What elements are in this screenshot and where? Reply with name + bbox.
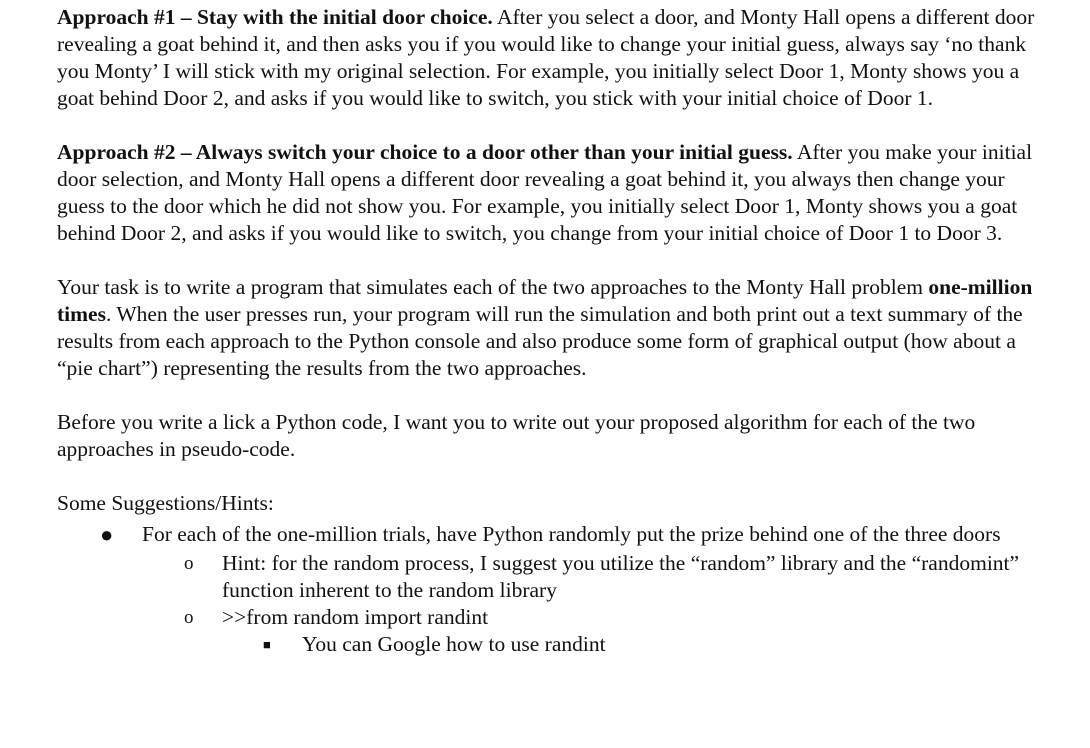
bullet-circle-icon: o (184, 553, 194, 574)
bullet-square-icon: ■ (263, 637, 271, 652)
approach-2-heading: Approach #2 – Always switch your choice to a door other than your initial guess. (57, 140, 793, 164)
approach-2-paragraph (57, 139, 1057, 247)
bullet-circle-icon: o (184, 607, 194, 628)
document-page (57, 4, 1057, 658)
hint-subsubitem-1 (142, 631, 1057, 658)
hint-item-1 (57, 521, 1057, 658)
approach-2-body: After you make your initial door selection, and Monty Hall opens a different door revealing a goat behind it, you always then change your guess to the door which he did not show you. For example, you initially select Door 1, Monty shows you a goat behind Door 2, and asks if you would like to switch, you change from your initial choice of Door 1 to Door 3. (57, 140, 1033, 245)
hint-subitem-2 (142, 604, 1057, 631)
task-prefix: Your task is to write a program that simulates each of the two approaches to the Monty Hall problem (57, 275, 929, 299)
approach-1-body: After you select a door, and Monty Hall opens a different door revealing a goat behind it, and then asks you if you would like to change your initial guess, always say ‘no thank you Monty’ I will stick with my original selection. For example, you initially select Door 1, Monty shows you a goat behind Door 2, and asks if you would like to switch, you stick with your initial choice of Door 1. (57, 5, 1035, 110)
approach-1-paragraph (57, 4, 1057, 112)
task-paragraph (57, 274, 1057, 382)
task-suffix: . When the user presses run, your program will run the simulation and both print out a text summary of the results from each approach to the Python console and also produce some form of graphical output (how about a “pie chart”) representing the results from the two approaches. (57, 302, 1023, 380)
hints-list (57, 521, 1057, 658)
hint-sublist (57, 550, 1057, 658)
bullet-disc-icon: ● (100, 522, 114, 547)
hint-subitem-2-text: >>from random import randint (222, 605, 489, 629)
task-bold: one-million times (57, 275, 1033, 326)
hint-item-1-text: For each of the one-million trials, have Python randomly put the prize behind one of the three doors (142, 522, 1001, 546)
hint-subsubitem-1-text: You can Google how to use randint (302, 632, 606, 656)
pseudocode-paragraph: Before you write a lick a Python code, I want you to write out your proposed algorithm for each of the two approaches in pseudo-code. (57, 410, 976, 461)
approach-1-heading: Approach #1 – Stay with the initial door choice. (57, 5, 493, 29)
hint-subitem-1 (142, 550, 1057, 604)
hint-subitem-1-text: Hint: for the random process, I suggest you utilize the “random” library and the “randomint” function inherent to the random library (222, 551, 1020, 602)
hints-title: Some Suggestions/Hints: (57, 491, 274, 515)
